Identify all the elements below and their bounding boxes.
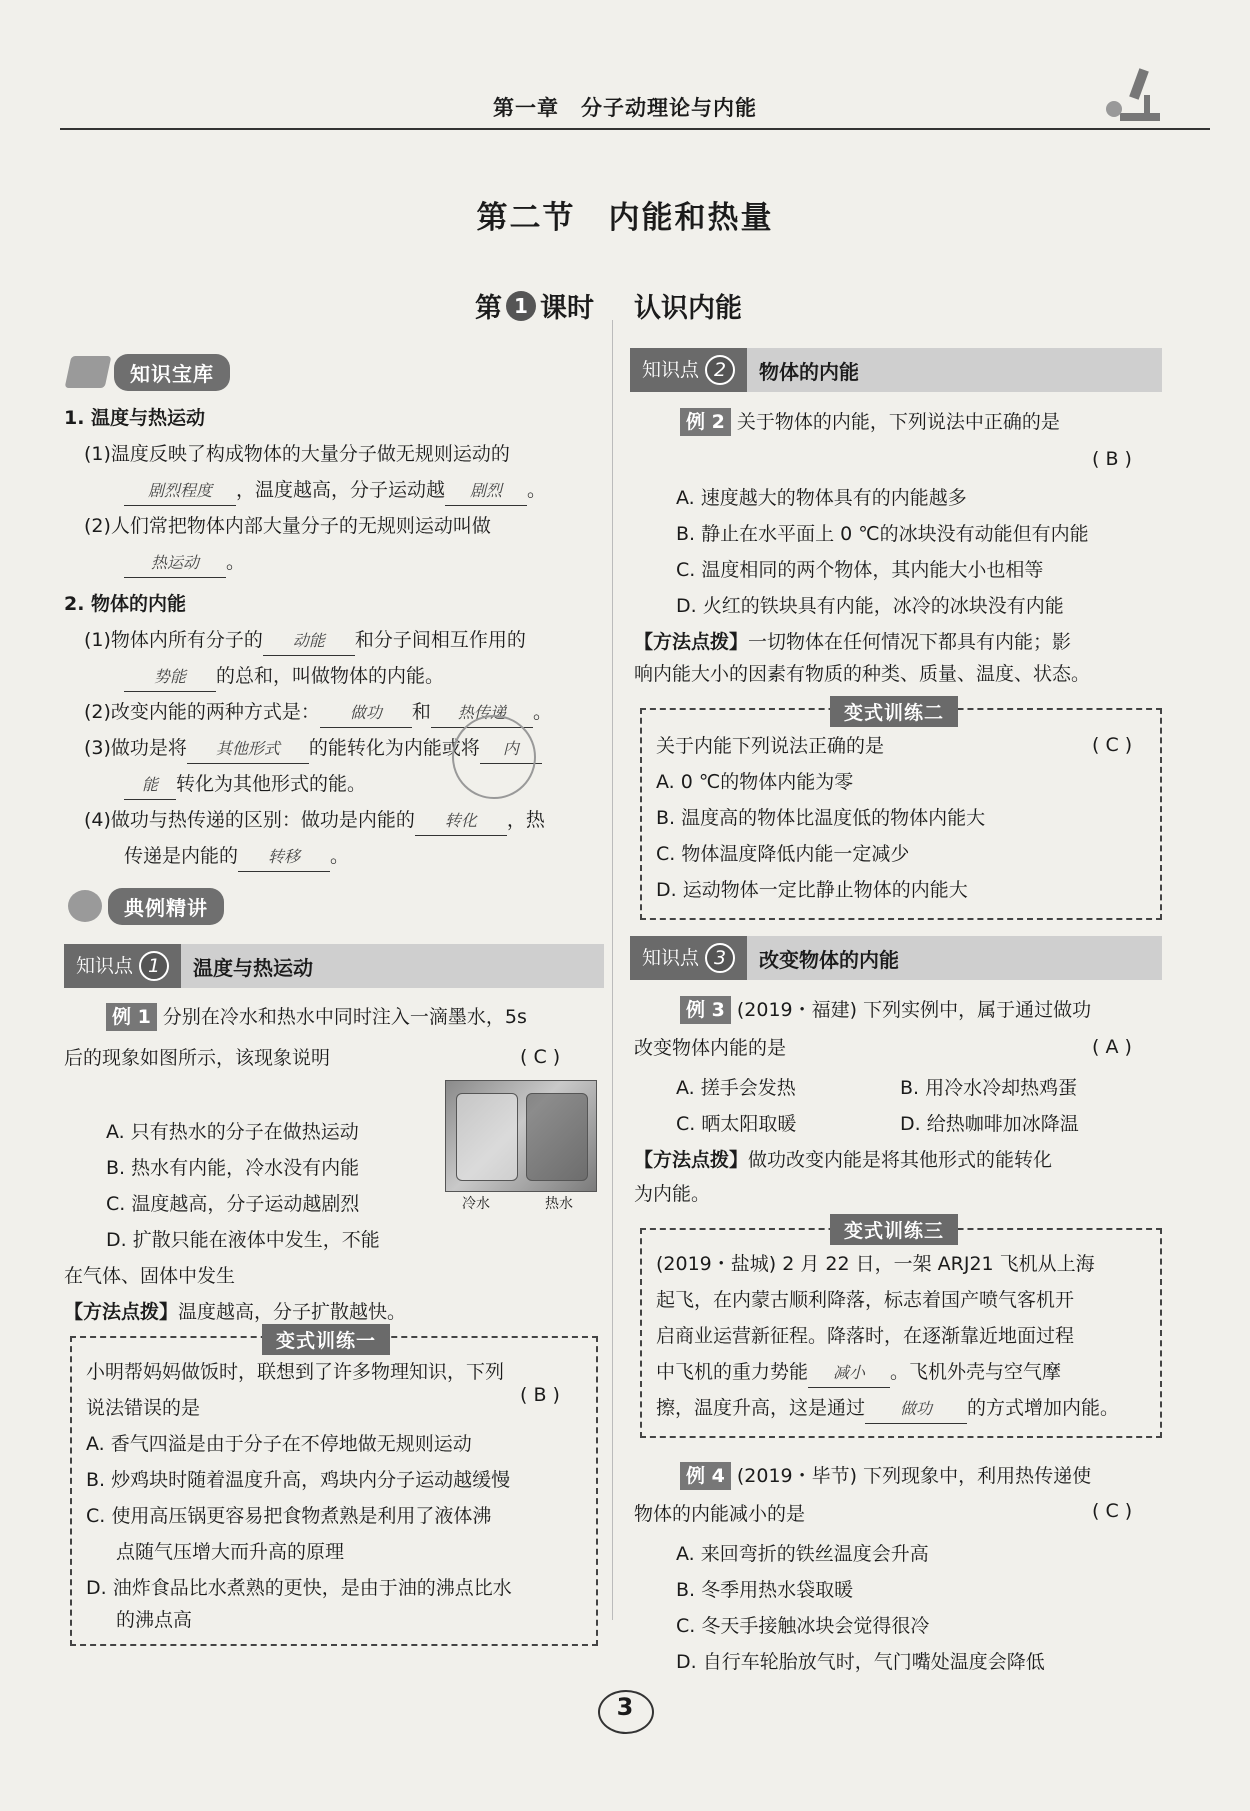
example-tag [680,996,731,1024]
text: 分别在冷水和热水中同时注入一滴墨水，5s [162,1006,527,1028]
var2-option-c: C. 物体温度降低内能一定减少 [656,843,910,865]
cold-water-jar [456,1093,518,1181]
ex3-option-c: C. 晒太阳取暖 [676,1113,797,1135]
text: 擦，温度升高，这是通过 [656,1397,866,1419]
ex4-option-d: D. 自行车轮胎放气时，气门嘴处温度会降低 [676,1651,1045,1673]
kp-tag [630,348,747,392]
example-3-stem-1 [680,996,1091,1024]
lesson-number-badge: 1 [506,291,536,321]
example-tag [680,1462,731,1490]
var1-option-d-cont: 的沸点高 [116,1609,193,1631]
example-4-answer: ( C ) [1092,1500,1133,1522]
page-number [590,1685,660,1735]
microscope-icon [1100,65,1170,125]
examples-section-head [68,886,224,926]
text: (4)做功与热传递的区别：做功是内能的 [84,809,415,831]
ink-diffusion-photo [445,1080,597,1192]
text: 传递是内能的 [124,845,239,867]
blank-answer: 热传递 [431,699,533,728]
example-1-tip [64,1298,406,1326]
chapter-header: 第一章 分子动理论与内能 [493,96,757,120]
ex-tag-text: 例 [686,1465,706,1487]
text: 的方式增加内能。 [967,1397,1120,1419]
example-3-tip [634,1146,1052,1174]
blank-answer: 剧烈 [445,477,527,506]
var1-option-c-cont: 点随气压增大而升高的原理 [116,1541,345,1563]
example-3-answer: ( A ) [1092,1036,1132,1058]
variant-3-title: 变式训练三 [830,1214,958,1245]
variant-1-title: 变式训练一 [262,1324,390,1355]
kp-tag-text: 知识点 [642,947,700,969]
option-b: B. 热水有内能，冷水没有内能 [106,1157,360,1179]
text: 关于物体的内能，下列说法中正确的是 [736,411,1060,433]
text: 转化为其他形式的能。 [176,773,367,795]
item-1-2a: (2)人们常把物体内部大量分子的无规则运动叫做 [84,515,491,537]
text: 和分子间相互作用的 [354,629,526,651]
blank-answer: 转移 [238,843,330,872]
lesson-name: 认识内能 [634,293,742,324]
caption-cold: 冷水 [462,1196,490,1212]
example-3-stem-2: 改变物体内能的是 [634,1037,787,1059]
text: ，热 [506,809,545,831]
kp-number: 1 [139,951,169,981]
ex4-option-b: B. 冬季用热水袋取暖 [676,1579,854,1601]
option-d: D. 扩散只能在液体中发生，不能 [106,1229,380,1251]
example-2-tip-cont: 响内能大小的因素有物质的种类、质量、温度、状态。 [634,663,1091,685]
var2-option-b: B. 温度高的物体比温度低的物体内能大 [656,807,986,829]
var2-option-a: A. 0 ℃的物体内能为零 [656,771,854,793]
example-1-stem-1 [106,1003,527,1031]
tip-label: 【方法点拨】 [64,1301,179,1323]
ex4-option-a: A. 来回弯折的铁丝温度会升高 [676,1543,929,1565]
kp-tag [64,944,181,988]
text: 中飞机的重力势能 [656,1361,809,1383]
blank-answer: 做功 [320,699,412,728]
var1-option-b: B. 炒鸡块时随着温度升高，鸡块内分子运动越缓慢 [86,1469,511,1491]
kp-tag-text: 知识点 [76,955,134,977]
item-2-title: 2. 物体的内能 [64,593,187,615]
kp-title: 物体的内能 [759,359,860,384]
ex-tag-text: 例 [686,999,706,1021]
ex-number: 4 [711,1465,725,1487]
blank-answer: 剧烈程度 [124,477,236,506]
example-2-tip [634,628,1071,656]
var1-stem-1: 小明帮妈妈做饭时，联想到了许多物理知识，下列 [86,1361,505,1383]
example-2-answer: ( B ) [1092,448,1132,470]
var1-option-d: D. 油炸食品比水煮熟的更快，是由于油的沸点比水 [86,1577,512,1599]
clock-icon [68,890,102,922]
option-d-cont: 在气体、固体中发生 [64,1265,236,1287]
header-rule [60,128,1210,130]
variant-2-title: 变式训练二 [830,696,958,727]
item-1-2b [124,548,245,578]
text: (1)物体内所有分子的 [84,629,263,651]
item-2-4b [124,842,349,872]
blank-answer: 做功 [865,1395,967,1424]
lesson-prefix: 第 [475,293,502,324]
kp-tag-text: 知识点 [642,359,700,381]
text: 的能转化为内能或将 [308,737,480,759]
ex3-option-b: B. 用冷水冷却热鸡蛋 [900,1077,1078,1099]
text: ，温度越高，分子运动越 [236,479,446,501]
ex-number: 2 [711,411,725,433]
text: (2)改变内能的两种方式是： [84,701,320,723]
text: 的总和，叫做物体的内能。 [216,665,445,687]
knowledge-point-3-bar [630,936,1162,980]
text: (3)做功是将 [84,737,187,759]
example-4-stem-1 [680,1462,1091,1490]
blank-answer: 能 [124,771,176,800]
blank-answer: 转化 [415,807,507,836]
item-1-1a: (1)温度反映了构成物体的大量分子做无规则运动的 [84,443,510,465]
blank-answer: 其他形式 [187,735,309,764]
text: (2019・毕节) 下列现象中，利用热传递使 [736,1465,1092,1487]
ex-tag-text: 例 [112,1006,132,1028]
var2-option-d: D. 运动物体一定比静止物体的内能大 [656,879,968,901]
var3-line-1: (2019・盐城) 2 月 22 日，一架 ARJ21 飞机从上海 [656,1253,1095,1275]
hot-water-jar [526,1093,588,1181]
ex2-option-b: B. 静止在水平面上 0 ℃的冰块没有动能但有内能 [676,523,1089,545]
item-2-1a [84,626,526,656]
ex2-option-d: D. 火红的铁块具有内能，冰冷的冰块没有内能 [676,595,1064,617]
kp-title: 温度与热运动 [193,955,314,980]
item-1-1b [124,476,546,506]
text: 和 [411,701,431,723]
column-divider [612,320,613,1620]
tip-label: 【方法点拨】 [634,1149,749,1171]
ex3-option-d: D. 给热咖啡加冰降温 [900,1113,1079,1135]
ex-tag-text: 例 [686,411,706,433]
caption-hot: 热水 [545,1196,573,1212]
knowledge-section-head [68,352,230,392]
example-tag [680,408,731,436]
kp-number: 2 [705,355,735,385]
ex4-option-c: C. 冬天手接触冰块会觉得很冷 [676,1615,930,1637]
var3-line-3: 启商业运营新征程。降落时，在逐渐靠近地面过程 [656,1325,1075,1347]
ex2-option-a: A. 速度越大的物体具有的内能越多 [676,487,967,509]
option-a: A. 只有热水的分子在做热运动 [106,1121,359,1143]
example-1-stem-2: 后的现象如图所示，该现象说明 [64,1047,331,1069]
text: 。 [527,479,547,501]
example-2-stem [680,408,1060,436]
tip-text: 做功改变内能是将其他形式的能转化 [748,1149,1053,1171]
lesson-title [475,286,742,325]
kp-number: 3 [705,943,735,973]
text: (2019・福建) 下列实例中，属于通过做功 [736,999,1092,1021]
item-2-3b [124,770,366,800]
var3-line-4 [656,1358,1061,1388]
var2-stem: 关于内能下列说法正确的是 [656,735,885,757]
example-tag [106,1003,157,1031]
pen-icon [65,356,112,388]
ex3-option-a: A. 搓手会发热 [676,1077,796,1099]
var1-option-a: A. 香气四溢是由于分子在不停地做无规则运动 [86,1433,472,1455]
text: 。 [330,845,350,867]
kp-tag [630,936,747,980]
tip-text: 温度越高，分子扩散越快。 [178,1301,407,1323]
example-1-answer: ( C ) [520,1046,561,1068]
knowledge-point-2-bar [630,348,1162,392]
examples-label: 典例精讲 [108,888,224,925]
stamp-seal [452,715,536,799]
text: 。 [532,701,552,723]
blank-answer: 动能 [263,627,355,656]
blank-answer: 势能 [124,663,216,692]
text: 。 [226,551,246,573]
lesson-suffix: 课时 [540,293,594,324]
knowledge-label: 知识宝库 [114,354,230,391]
var3-line-2: 起飞，在内蒙古顺利降落，标志着国产喷气客机开 [656,1289,1075,1311]
var3-line-5 [656,1394,1119,1424]
var1-option-c: C. 使用高压锅更容易把食物煮熟是利用了液体沸 [86,1505,492,1527]
knowledge-point-1-bar [64,944,604,988]
item-2-4a [84,806,545,836]
page-number-text: 3 [616,1693,634,1721]
blank-answer: 内 [480,735,542,764]
var1-stem-2: 说法错误的是 [86,1397,201,1419]
option-c: C. 温度越高，分子运动越剧烈 [106,1193,360,1215]
var1-answer: ( B ) [520,1384,560,1406]
tip-label: 【方法点拨】 [634,631,749,653]
ex-number: 1 [137,1006,151,1028]
blank-answer: 减小 [808,1359,890,1388]
section-title: 第二节 内能和热量 [476,200,774,236]
text: 。飞机外壳与空气摩 [890,1361,1062,1383]
ex2-option-c: C. 温度相同的两个物体，其内能大小也相等 [676,559,1044,581]
kp-title: 改变物体的内能 [759,947,900,972]
var2-answer: ( C ) [1092,734,1133,756]
example-4-stem-2: 物体的内能减小的是 [634,1503,806,1525]
item-2-1b [124,662,444,692]
item-1-title: 1. 温度与热运动 [64,407,206,429]
ex-number: 3 [711,999,725,1021]
example-3-tip-cont: 为内能。 [634,1183,711,1205]
blank-answer: 热运动 [124,549,226,578]
tip-text: 一切物体在任何情况下都具有内能；影 [748,631,1072,653]
